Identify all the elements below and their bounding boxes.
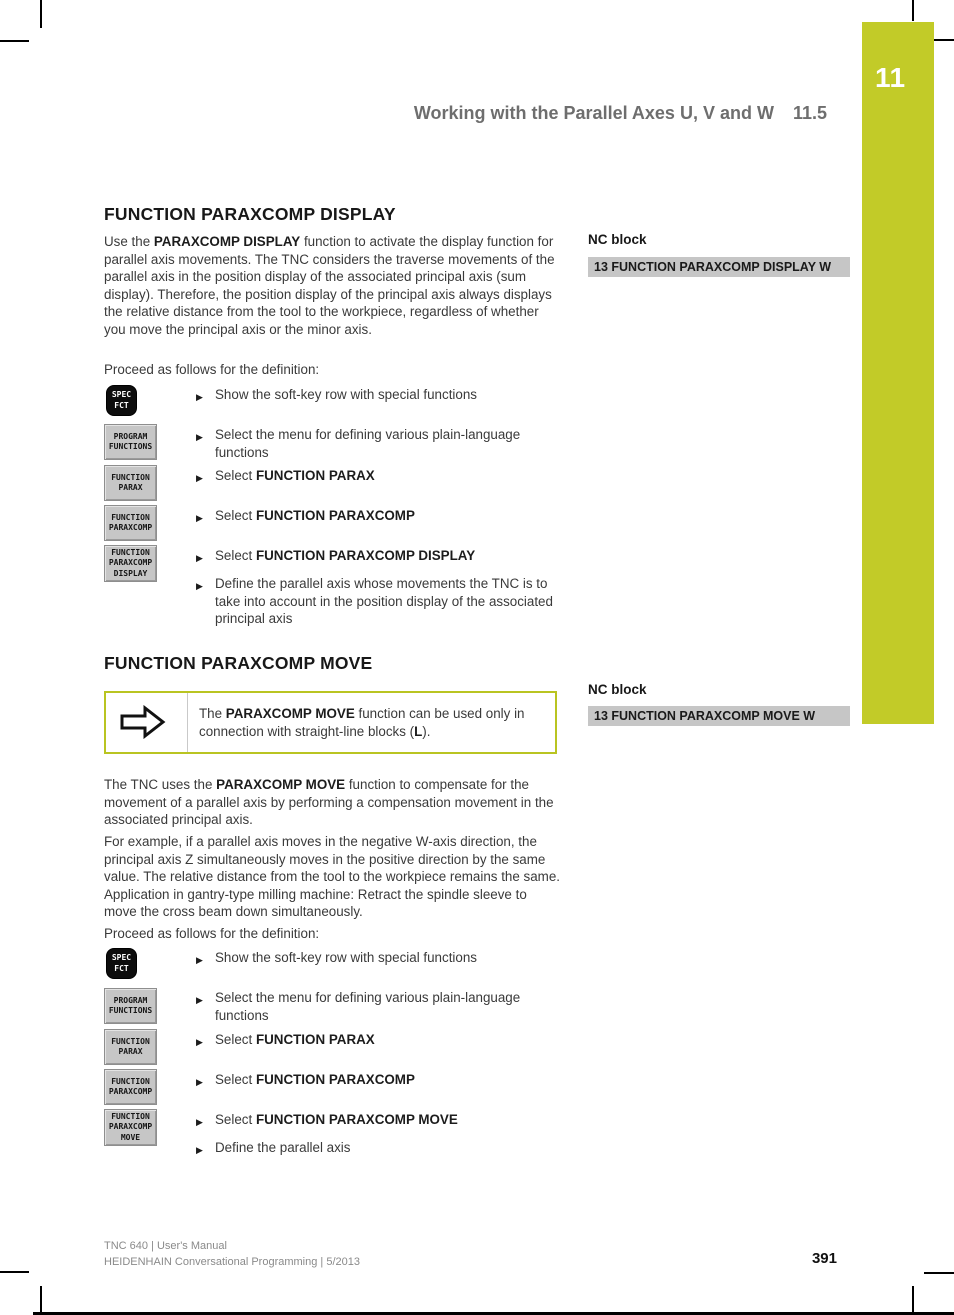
softkey-line: FUNCTION: [111, 472, 150, 482]
softkey-line: PARAX: [118, 1047, 143, 1056]
step-item: [196, 1071, 558, 1089]
crop-mark-top-left-horizontal: [0, 40, 29, 42]
note-divider: [187, 693, 188, 752]
step-text: Select the menu for defining various plain-language functions: [215, 427, 521, 460]
paragraph-move-1: [104, 776, 560, 829]
softkey-function-parax: [104, 1029, 157, 1065]
bullet-triangle-icon: ▶: [196, 995, 203, 1005]
step-item: [196, 386, 558, 404]
bullet-triangle-icon: ▶: [196, 1037, 203, 1047]
step-text: Define the parallel axis whose movements the TNC is to take into account in the position display of the associated principal axis: [215, 576, 553, 626]
crop-mark-bottom-right-horizontal: [924, 1272, 954, 1274]
step-text: Select: [215, 508, 256, 523]
step-item: [196, 426, 558, 461]
bullet-triangle-icon: ▶: [196, 1117, 203, 1127]
crop-mark-top-right-horizontal: [934, 39, 954, 41]
crop-mark-bottom-left-horizontal: [0, 1271, 29, 1273]
softkey-line: FUNCTION: [111, 512, 150, 522]
footer-line-2: HEIDENHAIN Conversational Programming | 5/2013: [104, 1256, 360, 1268]
crop-mark-top-left-vertical: [40, 0, 42, 28]
page-header: [0, 103, 827, 124]
bullet-triangle-icon: ▶: [196, 955, 203, 965]
bullet-triangle-icon: ▶: [196, 581, 203, 591]
softkey-spec-fct: [106, 385, 137, 416]
step-text: Select: [215, 1072, 256, 1087]
softkey-function-paraxcomp: [104, 505, 157, 541]
step-text: Select: [215, 548, 256, 563]
step-item: [196, 507, 558, 525]
step-text: Select: [215, 468, 256, 483]
text-segment: The TNC uses the: [104, 777, 217, 792]
nc-block-code-1: 13 FUNCTION PARAXCOMP DISPLAY W: [588, 257, 850, 277]
step-item: [196, 467, 558, 485]
step-text-bold: FUNCTION PARAX: [255, 1032, 375, 1047]
bullet-triangle-icon: ▶: [196, 473, 203, 483]
text-segment-bold: L: [414, 724, 423, 739]
softkey-line: PARAXCOMP: [108, 523, 153, 532]
softkey-line: PROGRAM: [113, 995, 148, 1005]
bullet-triangle-icon: ▶: [196, 513, 203, 523]
softkey-line: PARAXCOMP: [108, 1122, 153, 1132]
bullet-triangle-icon: ▶: [196, 1145, 203, 1155]
footer-info: [104, 1238, 360, 1270]
chapter-tab: [862, 22, 934, 724]
note-box: [104, 691, 557, 754]
nc-block-code-2: 13 FUNCTION PARAXCOMP MOVE W: [588, 706, 850, 726]
step-text-bold: FUNCTION PARAXCOMP DISPLAY: [255, 548, 476, 563]
text-segment: The: [199, 706, 226, 721]
softkey-function-parax: [104, 465, 157, 501]
softkey-program-functions: [104, 424, 157, 460]
softkey-program-functions: [104, 988, 157, 1024]
step-item: [196, 547, 558, 565]
nc-block-label-2: NC block: [588, 682, 647, 697]
text-segment: function to activate the display function for parallel axis movements. The TNC considers the traverse movements of the parallel axis in the position display of the associated principal axis (sum display). Therefore, the position display of the principal axis always displays the relative distance from the tool to the workpiece, regardless of whether you move the principal axis or the minor axis.: [104, 234, 555, 337]
note-text: [199, 705, 539, 741]
softkey-function-paraxcomp: [104, 1069, 157, 1105]
crop-mark-bottom-right-vertical: [912, 1286, 914, 1315]
crop-mark-bottom-left-vertical: [40, 1286, 42, 1315]
step-text: Select the menu for defining various plain-language functions: [215, 990, 521, 1023]
bullet-triangle-icon: ▶: [196, 1077, 203, 1087]
text-segment: function can be used only in connection with straight-line blocks (: [199, 706, 525, 739]
softkey-line: DISPLAY: [113, 568, 148, 578]
section-heading-paraxcomp-move: FUNCTION PARAXCOMP MOVE: [104, 653, 373, 673]
footer-line-1: TNC 640 | User's Manual: [104, 1240, 227, 1252]
text-segment-bold: PARAXCOMP MOVE: [216, 777, 346, 792]
bullet-triangle-icon: ▶: [196, 392, 203, 402]
softkey-function-paraxcomp-move: [104, 1109, 157, 1146]
bullet-triangle-icon: ▶: [196, 432, 203, 442]
page-header-title: Working with the Parallel Axes U, V and W: [413, 103, 774, 123]
step-item: [196, 989, 558, 1024]
softkey-line: PARAXCOMP: [108, 558, 153, 568]
softkey-line: FUNCTION: [111, 1036, 150, 1046]
softkey-line: FUNCTIONS: [108, 442, 153, 451]
softkey-spec-fct: [106, 948, 137, 979]
step-text: Select: [215, 1032, 256, 1047]
softkey-line: FCT: [114, 400, 129, 410]
step-item: [196, 1031, 558, 1049]
softkey-line: SPEC: [111, 390, 132, 399]
softkey-line: SPEC: [111, 953, 132, 962]
step-text: Select: [215, 1112, 256, 1127]
softkey-line: MOVE: [120, 1132, 141, 1142]
softkey-line: FUNCTION: [111, 1111, 150, 1121]
softkey-line: FUNCTION: [111, 547, 150, 557]
step-item: [196, 1111, 558, 1129]
nc-block-label-1: NC block: [588, 232, 647, 247]
softkey-function-paraxcomp-display: [104, 545, 157, 582]
step-text-bold: FUNCTION PARAX: [255, 468, 375, 483]
paragraph-move-2: For example, if a parallel axis moves in the negative W-axis direction, the principal axis Z simultaneously moves in the positive direction by the same value. The relative distance from the tool to the workpiece remains the same. Application in gantry-type milling machine: Retract the spindle sleeve to move the cross beam down simultaneously.: [104, 834, 561, 919]
crop-mark-top-right-vertical: [912, 0, 914, 21]
paragraph-display-intro: [104, 233, 560, 338]
bullet-triangle-icon: ▶: [196, 553, 203, 563]
step-text: Show the soft-key row with special functions: [215, 950, 477, 965]
page-number: 391: [811, 1250, 837, 1267]
step-item: [196, 1139, 558, 1157]
step-text: Show the soft-key row with special functions: [215, 387, 477, 402]
softkey-line: FCT: [114, 963, 129, 973]
step-text: Define the parallel axis: [215, 1140, 351, 1155]
chapter-number: 11: [875, 62, 906, 93]
text-segment-bold: PARAXCOMP DISPLAY: [153, 234, 301, 249]
paragraph-proceed-1: Proceed as follows for the definition:: [104, 362, 320, 377]
step-item: [196, 949, 558, 967]
paragraph-proceed-2: Proceed as follows for the definition:: [104, 926, 320, 941]
text-segment: ).: [422, 724, 431, 739]
note-arrow-icon: [120, 705, 166, 744]
text-segment-bold: PARAXCOMP MOVE: [225, 706, 355, 721]
softkey-line: PARAXCOMP: [108, 1087, 153, 1096]
page-header-section-number: 11.5: [792, 103, 827, 123]
section-heading-paraxcomp-display: FUNCTION PARAXCOMP DISPLAY: [104, 204, 396, 224]
softkey-line: FUNCTION: [111, 1076, 150, 1086]
softkey-line: PARAX: [118, 483, 143, 492]
text-segment: function to compensate for the movement of a parallel axis by performing a compensation movement in the associated principal axis.: [104, 777, 554, 827]
step-text-bold: FUNCTION PARAXCOMP MOVE: [255, 1112, 458, 1127]
softkey-line: PROGRAM: [113, 431, 148, 441]
softkey-line: FUNCTIONS: [108, 1006, 153, 1015]
step-item: [196, 575, 558, 628]
step-text-bold: FUNCTION PARAXCOMP: [255, 1072, 415, 1087]
step-text-bold: FUNCTION PARAXCOMP: [255, 508, 415, 523]
text-segment: Use the: [104, 234, 154, 249]
